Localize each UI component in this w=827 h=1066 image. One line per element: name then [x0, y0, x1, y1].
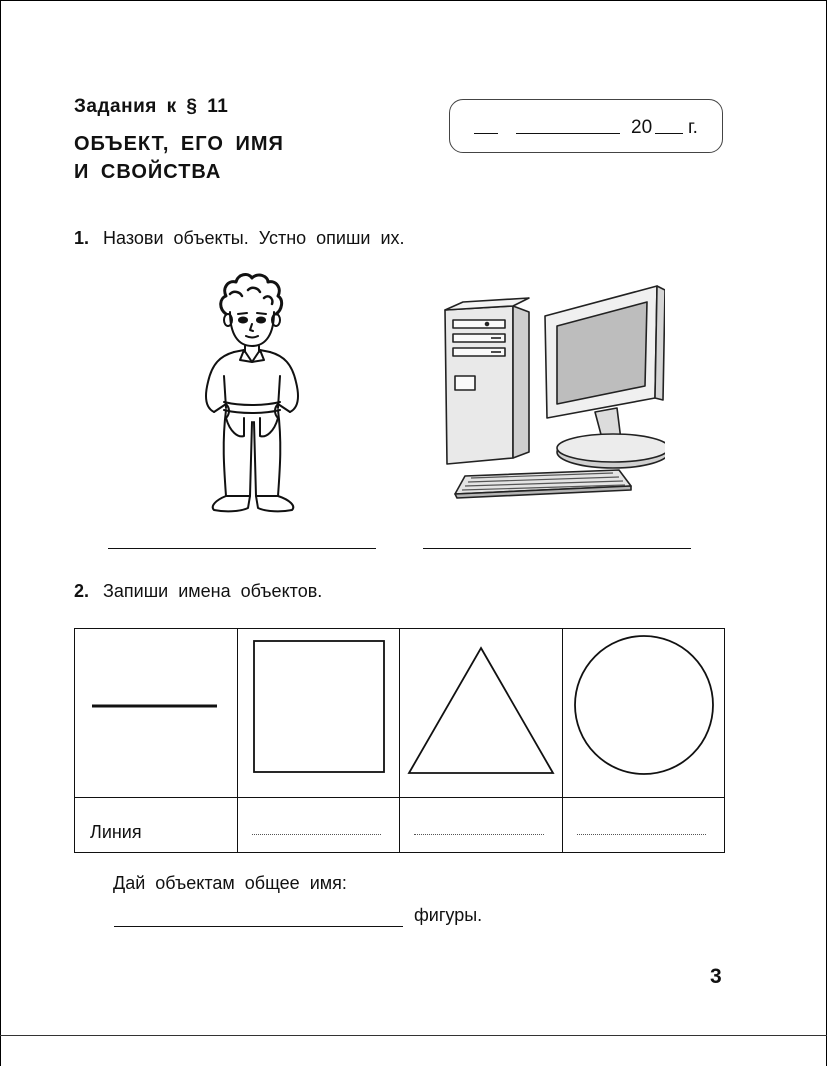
year-prefix: 20 [631, 117, 653, 138]
date-field[interactable] [449, 99, 723, 153]
page-title [74, 130, 284, 186]
triangle-name-cell[interactable] [400, 798, 563, 853]
title-line-2: И СВОЙСТВА [74, 161, 222, 183]
answer-line-computer[interactable] [423, 548, 691, 549]
triangle-cell [400, 629, 563, 798]
line-name: Линия [90, 822, 142, 842]
line-shape [75, 629, 237, 792]
page-border-top [0, 0, 827, 1]
triangle-name-blank[interactable] [414, 834, 544, 835]
circle-cell [562, 629, 725, 798]
page-number: 3 [710, 965, 722, 988]
task-1-text: Назови объекты. Устно опиши их. [103, 228, 405, 248]
line-name-cell [75, 798, 238, 853]
square-name-blank[interactable] [252, 834, 382, 835]
circle-name-blank[interactable] [577, 834, 707, 835]
year-suffix: г. [688, 117, 698, 138]
answer-line-boy[interactable] [108, 548, 376, 549]
page-border-left [0, 0, 1, 1066]
circle-name-cell[interactable] [562, 798, 725, 853]
day-blank[interactable] [474, 133, 498, 134]
task-2-text: Запиши имена объектов. [103, 581, 323, 601]
computer-illustration [435, 280, 665, 505]
common-name-blank[interactable] [114, 926, 403, 927]
task-1 [74, 228, 405, 249]
section-label: Задания к § 11 [74, 96, 229, 117]
year-blank[interactable] [655, 133, 683, 134]
line-cell [75, 629, 238, 798]
square-shape [238, 629, 400, 792]
names-row [75, 798, 725, 853]
triangle-shape [400, 629, 562, 792]
boy-illustration [190, 272, 320, 517]
shapes-table [74, 628, 725, 853]
common-name-suffix: фигуры. [414, 905, 483, 925]
square-name-cell[interactable] [237, 798, 400, 853]
shapes-row [75, 629, 725, 798]
month-blank[interactable] [516, 133, 620, 134]
task-2-number: 2. [74, 581, 90, 601]
circle-shape [563, 629, 725, 792]
task-1-number: 1. [74, 228, 90, 248]
task-2 [74, 581, 322, 602]
title-line-1: ОБЪЕКТ, ЕГО ИМЯ [74, 133, 284, 155]
common-name-prompt: Дай объектам общее имя: [113, 873, 347, 893]
page-border-bottom [0, 1035, 827, 1036]
square-cell [237, 629, 400, 798]
